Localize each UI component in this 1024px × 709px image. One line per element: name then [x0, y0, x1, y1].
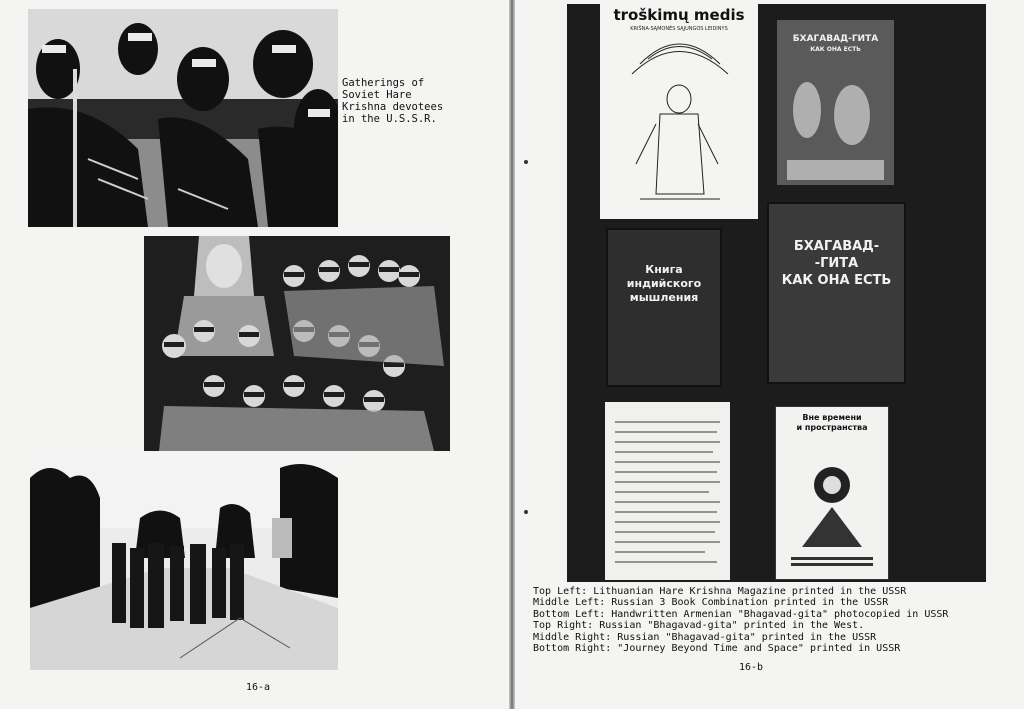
- book-top-right: [777, 20, 894, 185]
- margin-dot: [524, 160, 528, 164]
- book-middle-left: [606, 228, 722, 387]
- caption-bottom-right: Bottom Right: "Journey Beyond Time and Space" printed in USSR: [533, 643, 901, 655]
- photo-caption: Gatherings of Soviet Hare Krishna devotees in the U.S.S.R.: [342, 77, 444, 125]
- caption-top-left: Top Left: Lithuanian Hare Krishna Magazine printed in the USSR: [533, 586, 907, 597]
- book-middle-right: [767, 202, 906, 384]
- page-number: 16-a: [246, 682, 271, 693]
- magazine-illustration: [600, 4, 758, 219]
- book-bottom-right: [775, 406, 889, 580]
- magazine-subtitle: KRIŠNA-SĄMONĖS SĄJUNGOS LEIDINYS: [630, 26, 728, 32]
- photo-gathering-outdoor: [30, 458, 338, 670]
- magazine-title: troškimų medis: [613, 6, 745, 24]
- caption-middle-left: Middle Left: Russian 3 Book Combination printed in the USSR: [533, 597, 889, 609]
- caption-bottom-left: Bottom Left: Handwritten Armenian "Bhagavad-gita" photocopied in USSR: [533, 608, 949, 620]
- page-number: 16-b: [739, 662, 764, 673]
- book-middle-right-title: БХАГАВАД- -ГИТА КАК ОНА ЕСТЬ: [781, 239, 892, 288]
- book-bottom-left: [605, 402, 730, 580]
- margin-dot: [524, 510, 528, 514]
- photo-gathering-group: [144, 236, 450, 451]
- book-photo-collage: [567, 4, 986, 582]
- right-page: [515, 0, 1024, 709]
- book-bottom-right-title: Вне времени и пространства: [796, 413, 868, 432]
- photo-gathering-top: [28, 9, 338, 227]
- book-top-right-title: БХАГАВАД-ГИТА: [792, 34, 879, 44]
- book-top-right-subtitle: КАК ОНА ЕСТЬ: [810, 46, 861, 53]
- magazine-cover: [600, 4, 758, 219]
- left-page: [0, 0, 509, 709]
- handwritten-text-lines: [605, 402, 730, 580]
- book-cover-art: [777, 20, 894, 185]
- caption-middle-right: Middle Right: Russian "Bhagavad-gita" printed in the USSR: [533, 631, 877, 643]
- photo-captions: [533, 586, 948, 654]
- book-middle-left-title: Книга индийского мышления: [626, 263, 702, 304]
- book-cover-art: [776, 407, 888, 579]
- caption-top-right: Top Right: Russian "Bhagavad-gita" printed in the West.: [533, 620, 865, 632]
